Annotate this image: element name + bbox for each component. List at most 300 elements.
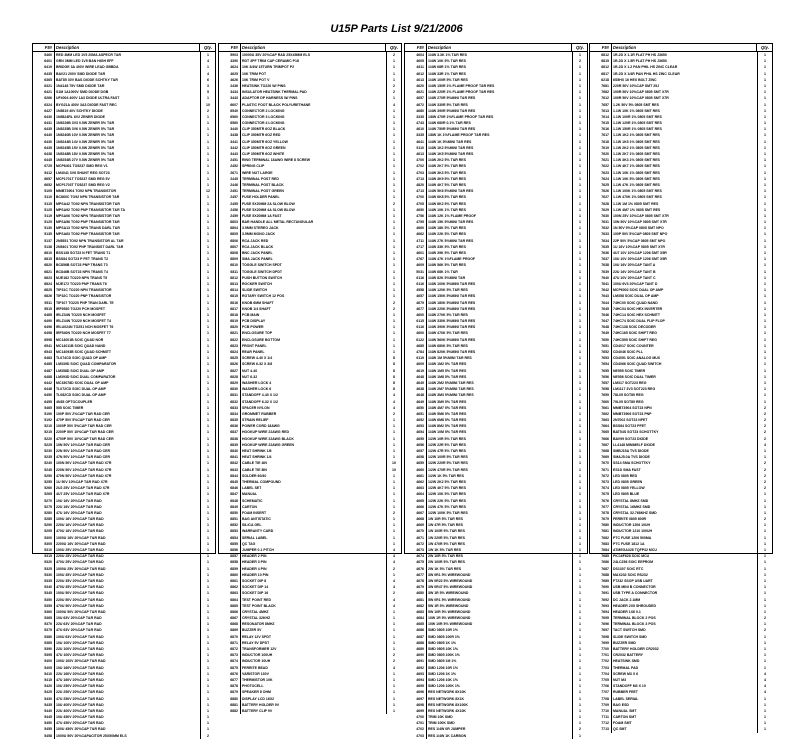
part-qty: 1 (200, 442, 215, 448)
part-qty: 1 (757, 491, 772, 497)
part-number: 5192 (33, 417, 55, 423)
part-number: 5137 (33, 238, 55, 244)
part-number: 6840 (219, 448, 241, 454)
part-description: LM339D SOIC QUAD COMPARATOR (56, 362, 117, 367)
part-qty: 1 (572, 417, 587, 423)
part-qty: 1 (200, 275, 215, 281)
part-number: 6837 (219, 429, 241, 435)
part-number: 7711 (590, 714, 612, 720)
part-qty: 1 (386, 269, 401, 275)
part-number: 4657 (405, 95, 427, 101)
part-number: 2445 (219, 176, 241, 182)
part-description: BAT54S SOT23 SCHOTTKY (613, 430, 659, 435)
part-number: 5105 (33, 188, 55, 194)
part-description: 1W 47R 5% T&R RES (428, 523, 464, 528)
column-header (405, 44, 587, 52)
part-description: TERMINAL POST GREEN (242, 189, 284, 194)
part-qty: 1 (572, 213, 587, 219)
part-number: 4756 (405, 213, 427, 219)
part-qty: 1 (386, 609, 401, 615)
part-qty: 5 (200, 89, 215, 95)
part-number: 3441 (219, 139, 241, 145)
part-number: 6827 (219, 368, 241, 374)
part-number: 6864 (219, 597, 241, 603)
part-description: 47U 250V 20%CAP T&R RAD (56, 696, 104, 701)
part-qty: 1 (200, 485, 215, 491)
part-qty: 1 (757, 640, 772, 646)
part-qty: 1 (200, 120, 215, 126)
part-qty: 1 (757, 702, 772, 708)
part-qty: 1 (200, 52, 215, 58)
part-description: MPSA92 TO92 PNP TRANSISTOR T&R TA (56, 207, 125, 212)
part-qty: 1 (757, 343, 772, 349)
part-number: 6833 (219, 405, 241, 411)
part-number: 4650 (405, 405, 427, 411)
part-description: DS1307 SOIC RTC (613, 566, 644, 571)
part-description: 1/4W 6K8 5% T&R RES (428, 195, 466, 200)
part-qty: 1 (757, 108, 772, 114)
part-qty: 1 (200, 132, 215, 138)
part-qty: 1 (386, 139, 401, 145)
part-number: 6116 (405, 324, 427, 330)
part-number: 7618 (590, 139, 612, 145)
part-number: 7647 (590, 318, 612, 324)
part-description: 1/4W 820K 5%MINI T&R RES (428, 350, 476, 354)
part-qty: 1 (572, 665, 587, 671)
part-qty: 1 (386, 132, 401, 138)
part-number: 6448 (33, 386, 55, 392)
part-description: BAT85 30V BAS DIODE SCHTKY T&R (56, 77, 118, 82)
part-number: 6854 (219, 535, 241, 541)
part-number: 4820 (405, 182, 427, 188)
part-qty: 1 (200, 399, 215, 405)
part-description: 1/2W 10K 5% T&R RES (428, 492, 466, 497)
part-qty: 1 (572, 281, 587, 287)
part-qty: 1 (200, 621, 215, 627)
part-qty: 1 (200, 324, 215, 330)
part-qty: 1 (200, 473, 215, 479)
part-qty: 1 (200, 627, 215, 633)
part-description: 3W 0R22 5% WIREWOUND (428, 578, 473, 583)
part-number: 4658 (405, 454, 427, 460)
part-qty: 1 (757, 139, 772, 145)
part-qty: 12 (200, 188, 215, 194)
part-number: 5511 (33, 300, 55, 306)
part-number: 6598 (33, 337, 55, 343)
part-qty: 1 (572, 194, 587, 200)
part-qty: 1 (200, 423, 215, 429)
part-description: 1.1W 2K2 1% 0805 SMT RES (613, 145, 660, 150)
part-number: 7700 (590, 646, 612, 652)
part-number: 7684 (590, 547, 612, 553)
part-number: 4653 (405, 423, 427, 429)
part-number: 5245 (33, 467, 55, 473)
part-number: 6810 (33, 250, 55, 256)
part-description: 1N 50V 5%CAP 0805 SMT NPO (613, 226, 664, 231)
part-qty: 1 (572, 207, 587, 213)
part-qty: 1 (200, 355, 215, 361)
part-description: RDT 3PF TRIM CAP CERAMIC P18 (242, 59, 299, 64)
part-qty: 1 (572, 609, 587, 615)
part-qty: 1 (757, 89, 772, 95)
part-description: IRLZ44N TO220 NCH MOSFET T4 (56, 319, 111, 324)
part-number: 6823 (219, 343, 241, 349)
part-description: 1/4W 5M6 5% T&R RES (428, 411, 467, 416)
part-qty: 1 (200, 151, 215, 157)
part-number: 4663 (405, 485, 427, 491)
part-number: 4679 (405, 300, 427, 306)
part-description: 100P 50V 2%CAP T&R RAD CER (56, 411, 110, 416)
part-description: SMD 0805 1M 1% (428, 659, 457, 664)
part-qty: 1 (200, 683, 215, 689)
part-number: 4676 (405, 566, 427, 572)
part-qty: 2 (757, 473, 772, 479)
part-qty: 2 (200, 108, 215, 114)
part-number: 3440 (219, 126, 241, 132)
part-number: 4682 (405, 603, 427, 609)
part-number: 2456 (219, 207, 241, 213)
part-description: PCB MAIN (242, 312, 260, 317)
part-number: 4677 (405, 306, 427, 312)
part-description: 2200U 16V 20%CAP T&R RAD (56, 541, 106, 546)
part-description: 1N4148 75V SMD DIODE T&R (56, 83, 105, 88)
part-description: CLIP 350MTR 6OZ WHITE (242, 152, 285, 156)
part-description: 1000U 50V 20%CAPACITOR 25X50MM ELS (56, 733, 127, 738)
part-description: 1/4W 100K 5%MINI T&R RES (428, 281, 476, 286)
part-qty: 10 (386, 460, 401, 466)
part-qty: 1 (757, 726, 772, 732)
part-qty: 1 (386, 677, 401, 683)
part-number: 6845 (219, 479, 241, 485)
part-description: 74HC165 SOIC SHIFT REG (613, 331, 657, 336)
part-description: LABEL SET (242, 486, 262, 491)
part-number: 6870 (219, 634, 241, 640)
part-description: INSULATOR HEATSINK THERMAL PAD (242, 90, 307, 95)
part-description: BATTERY HOLDER 9V (242, 702, 280, 707)
part-qty: 1 (386, 64, 401, 70)
part-description: TACT SWITCH SMD (613, 628, 646, 633)
part-qty: 1 (572, 269, 587, 275)
part-description: 1/4W 33K 5% T&R RES (428, 244, 466, 249)
part-number: 4651 (405, 411, 427, 417)
part-number: 2446 (219, 182, 241, 188)
part-qty: 1 (572, 640, 587, 646)
part-description: 1.1W 150R 1% 0805 SMT RES (613, 127, 662, 132)
part-qty: 4 (386, 603, 401, 609)
part-number: 4609 (405, 262, 427, 268)
part-number: 7682 (590, 89, 612, 95)
part-number: 5031 (405, 269, 427, 275)
part-description: USB TYPE A CONNECTOR (613, 591, 658, 596)
part-number: 6819 (219, 318, 241, 324)
part-qty: 1 (757, 244, 772, 250)
part-number: 5430 (33, 696, 55, 702)
part-number: 5255 (33, 479, 55, 485)
part-description: CD4051 SOIC ANALOG MUX (613, 356, 661, 361)
part-number: 5325 (33, 566, 55, 572)
part-number: 7643 (590, 293, 612, 299)
part-qty: 1 (572, 225, 587, 231)
part-qty: 1 (757, 528, 772, 534)
part-description: 1/2W 22R 5% T&R RES (428, 442, 466, 447)
part-qty: 1 (757, 145, 772, 151)
part-number: 6817 (590, 71, 612, 77)
part-description: CRYSTAL 32KHZ (242, 616, 271, 621)
part-description: MPSA42 TO92 NPN TRANSISTOR T&R (56, 201, 120, 206)
part-description: UF4004 400V 1A3 DIODE ULTRA FAST (56, 96, 120, 101)
part-number: 7661 (590, 405, 612, 411)
part-number: 5425 (33, 689, 55, 695)
part-qty: 1 (572, 337, 587, 343)
part-number: 6431 (33, 120, 55, 126)
part-description: RES 1/4W 1K CARBON (428, 733, 467, 738)
part-qty: 1 (200, 498, 215, 504)
part-description: 220R 50V 10%CAP SMT 25J (613, 83, 660, 88)
part-description: ROCKER SWITCH (242, 281, 272, 286)
part-number: 6817 (219, 306, 241, 312)
part-qty: 1 (572, 714, 587, 720)
part-description: 1/4W 68K 1% T&R (428, 269, 458, 274)
part-qty: 1 (386, 207, 401, 213)
part-description: CRYSTAL 4MHZ (242, 609, 269, 614)
part-number: 6824 (33, 281, 55, 287)
part-qty: 1 (386, 479, 401, 485)
part-description: 1R-2D X 1/4R PAN PHIL HS ZINC CLEAR (613, 71, 680, 76)
part-description: 1/4W 680R 0.1% T&R RES (428, 121, 471, 126)
part-description: PCB POWER (242, 325, 264, 330)
part-number: 7674 (590, 485, 612, 491)
part-description: LM1117 3V3 SOT223 REG (613, 387, 656, 392)
part-description: 1/4W 330R 5% T&R RES (428, 102, 468, 107)
part-qty: 1 (386, 244, 401, 250)
part-number: 7667 (590, 442, 612, 448)
part-description: ENCLOSURE TOP (242, 331, 273, 336)
part-number: 4680 (405, 590, 427, 596)
part-description: INDUCTOR 10UH (242, 659, 271, 664)
part-description: 220U 35V 20%CAP T&R RAD (56, 578, 104, 583)
part-description: KNOB 6MM SHAFT (242, 300, 274, 305)
part-qty: 2 (386, 201, 401, 207)
part-number: 7710 (590, 708, 612, 714)
part-number: 7658 (590, 386, 612, 392)
part-qty: 4 (200, 58, 215, 64)
part-qty: 1 (757, 392, 772, 398)
part-description: 5W 1R 5% WIREWOUND (428, 603, 469, 608)
part-number: 6824 (219, 349, 241, 355)
part-qty: 1 (386, 318, 401, 324)
part-number: 7630 (590, 213, 612, 219)
part-description: 1.1W 47K 1% 0805 SMT RES (613, 182, 660, 187)
part-qty: 1 (572, 330, 587, 336)
part-number: 7675 (590, 491, 612, 497)
part-number: 4698 (405, 702, 427, 708)
part-description: SPEAKER 8 OHM (242, 690, 271, 695)
part-number: 5515 (33, 306, 55, 312)
part-description: 220U 50V 20%CAP T&R RAD (56, 597, 104, 602)
part-description: MC14093B SOIC QUAD SCHMITT (56, 350, 112, 354)
part-number: 7689 (590, 578, 612, 584)
part-description: SMA JACK PANEL (242, 257, 273, 262)
part-description: VARISTOR 130V (242, 671, 269, 676)
part-number: 7668 (590, 448, 612, 454)
part-number: 3443 (219, 151, 241, 157)
part-qty: 1 (200, 194, 215, 200)
part-description: 4N35 OPTOCOUPLER (56, 399, 93, 404)
part-number: 4700 (405, 714, 427, 720)
part-description: STANDOFF 6-32 X 1/2 (242, 399, 278, 404)
part-description: LL4148 MINIMELF DIODE (613, 442, 656, 447)
part-qty: 1 (386, 708, 401, 714)
part-qty: 1 (757, 77, 772, 83)
part-number: 4605 (405, 58, 427, 64)
part-description: SPRING CLIP (242, 164, 265, 169)
part-number: 4711 (405, 238, 427, 244)
part-qty: 1 (386, 108, 401, 114)
part-number: 6844 (219, 473, 241, 479)
part-number: 4696 (405, 689, 427, 695)
part-qty: 1 (386, 114, 401, 120)
part-description: 1/4W 1M2 5% T&R RES (428, 362, 467, 367)
part-number: 5390 (33, 646, 55, 652)
part-number: 5445 (33, 714, 55, 720)
part-description: 1/4W 150R 1% FLAME PROOF T&R RES (428, 83, 495, 88)
part-number: 7624 (590, 176, 612, 182)
part-qty: 1 (200, 287, 215, 293)
table-row (590, 726, 772, 732)
part-number: 7683 (590, 541, 612, 547)
part-qty: 1 (386, 77, 401, 83)
part-number: 6873 (219, 652, 241, 658)
part-number: 6847 (219, 491, 241, 497)
part-qty: 1 (572, 627, 587, 633)
part-qty: 1 (572, 293, 587, 299)
part-qty: 1 (572, 677, 587, 683)
part-description: HEATSINK SMD (613, 659, 640, 664)
part-description: 1/2W 1K 5% T&R RES (428, 473, 464, 478)
part-number: 7637 (590, 256, 612, 262)
part-qty: 1 (757, 170, 772, 176)
part-number: 6485 (33, 361, 55, 367)
part-number: 5395 (33, 652, 55, 658)
part-number: 4688 (405, 640, 427, 646)
part-qty: 1 (572, 522, 587, 528)
part-qty: 1 (572, 312, 587, 318)
part-number: 7646 (590, 312, 612, 318)
part-description: 1/8W 1K 1%FLAME PROOF T&R RES (428, 133, 490, 138)
part-description: 100U 450V 20%CAP T&R RAD (56, 727, 106, 732)
part-number: 5435 (33, 702, 55, 708)
part-number: 7709 (590, 702, 612, 708)
part-description: DISPLAY LCD 16X2 (242, 696, 275, 701)
part-qty: 1 (200, 256, 215, 262)
part-number: 4625 (219, 71, 241, 77)
part-description: BSS138 SOT23 N FET TRANS T1 (56, 251, 111, 255)
part-description: CABLE TIE 8IN (242, 467, 267, 472)
part-qty: 1 (757, 176, 772, 182)
part-description: IRF9530 TO220 PCH MOSFET (56, 306, 105, 311)
part-number: 6874 (219, 658, 241, 664)
part-number: 6116 (405, 275, 427, 281)
part-number: 4674 (405, 553, 427, 559)
part-qty: 4 (386, 597, 401, 603)
part-qty: 1 (200, 139, 215, 145)
part-description: 3.5MM STEREO JACK (242, 226, 279, 231)
part-description: 47U 16V 20%CAP T&R RAD (56, 510, 102, 515)
part-description: QC SMT (613, 727, 627, 732)
part-number: 5260 (33, 485, 55, 491)
part-description: 1/4W 150K 5%MINI T&R RES (428, 294, 476, 299)
part-description: CLIP 350MTR 6OZ BLACK (242, 127, 286, 132)
part-description: 1N5240B 10V 0.5W ZENER 5% T&R (56, 133, 115, 138)
part-qty: 1 (572, 491, 587, 497)
part-qty: 1 (572, 89, 587, 95)
part-qty: 8 (386, 386, 401, 392)
part-qty: 1 (200, 658, 215, 664)
part-description: PCB DISPLAY (242, 319, 266, 324)
part-description: 2W 100R 5% T&R RES (428, 560, 465, 565)
part-number: 6863 (219, 590, 241, 596)
part-qty: 4 (386, 578, 401, 584)
part-qty: 1 (572, 114, 587, 120)
part-number: 7693 (590, 603, 612, 609)
part-qty: 1 (757, 219, 772, 225)
part-description: FOAM INSERT (242, 510, 267, 515)
part-description: 1/4W 5K6 5%MINI T&R RES (428, 189, 474, 194)
part-description: 1U 50V 10%CAP T&R RAD X7R (56, 479, 108, 484)
part-number: 6483 (33, 355, 55, 361)
part-number: 5290 (33, 522, 55, 528)
part-number: 6838 (219, 436, 241, 442)
part-number: 7651 (590, 343, 612, 349)
part-qty: 1 (200, 528, 215, 534)
part-description: 2N7002 SOT23 NFET (613, 418, 648, 423)
part-qty: 2 (757, 411, 772, 417)
part-number: 4612 (405, 71, 427, 77)
part-number: 7657 (590, 102, 612, 108)
part-number: 5295 (33, 528, 55, 534)
part-description: TL072CD SOIC DUAL OP AMP (56, 387, 106, 392)
part-qty: 1 (386, 634, 401, 640)
part-description: 1.1W 10K 5% 0805 SMT RES (613, 176, 660, 181)
part-description: 47N 50V 10%CAP T&R RAD CER (56, 455, 111, 460)
part-number: 7704 (590, 671, 612, 677)
part-description: CARTON SMT (613, 715, 637, 720)
part-number: 6427 (33, 108, 55, 114)
part-qty: 1 (386, 522, 401, 528)
part-number: 7625 (590, 182, 612, 188)
part-number: 4743 (405, 120, 427, 126)
part-description: 22U 16V 20%CAP T&R RAD (56, 504, 102, 509)
part-qty: 1 (200, 535, 215, 541)
part-qty: 1 (572, 306, 587, 312)
part-number: 6496 (33, 324, 55, 330)
part-qty: 1 (572, 182, 587, 188)
part-description: NE556 SOIC DUAL TIMER (613, 374, 656, 379)
part-description: 47U 100V 20%CAP T&R RAD (56, 653, 104, 658)
part-number: 5119 (33, 213, 55, 219)
part-description: RELAY 12V SPDT (242, 634, 271, 639)
part-number: 7613 (590, 108, 612, 114)
part-description: 555 SOIC TIMER (56, 405, 84, 410)
part-qty: 1 (386, 436, 401, 442)
part-description: 1N5254B 27V 0.5W ZENER 5% T&R (56, 158, 115, 163)
part-description: 1/4W 1K5 5%MINI T&R RES (428, 152, 474, 156)
part-qty: 1 (200, 677, 215, 683)
part-description: 1/4W 4K7 5% T&R RES (428, 182, 466, 187)
part-description: BNC JACK PANEL (242, 251, 273, 255)
part-qty: 1 (572, 442, 587, 448)
part-description: QC TAG (242, 541, 256, 546)
